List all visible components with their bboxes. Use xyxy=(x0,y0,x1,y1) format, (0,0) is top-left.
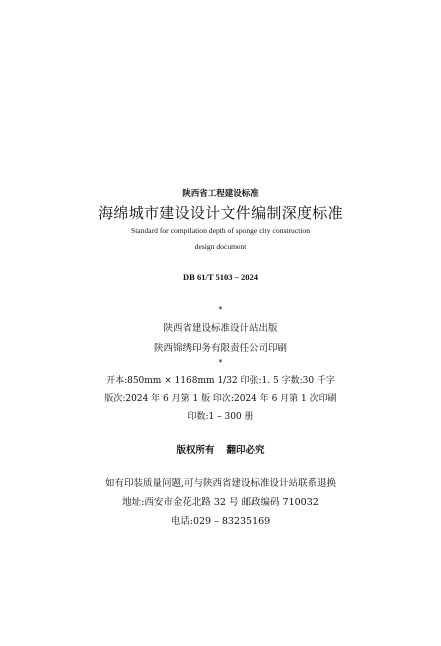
address-line: 地址:西安市金花北路 32 号 邮政编码 710032 xyxy=(122,497,319,508)
copyright-reserved: 版权所有 xyxy=(176,445,215,456)
printer-line: 陕西锦绣印务有限责任公司印刷 xyxy=(153,343,287,354)
copyright-notice xyxy=(0,442,441,456)
standard-code: DB 61/T 5103 – 2024 xyxy=(183,272,258,282)
series-label: 陕西省工程建设标准 xyxy=(182,189,259,199)
format-specs-line: 开本:850mm × 1168mm 1/32 印张:1. 5 字数:30 千字 xyxy=(106,376,335,386)
phone-line: 电话:029 – 83235169 xyxy=(170,516,271,527)
edition-line: 版次:2024 年 6 月第 1 版 印次:2024 年 6 月第 1 次印刷 xyxy=(104,394,337,404)
quality-notice: 如有印装质量问题,可与陕西省建设标准设计站联系退换 xyxy=(104,478,337,489)
print-run-line: 印数:1 – 300 册 xyxy=(187,412,254,422)
document-title-chinese: 海绵城市建设设计文件编制深度标准 xyxy=(98,204,343,222)
document-title-english-line-2: design document xyxy=(194,242,247,251)
separator-star: * xyxy=(218,305,223,314)
reprint-prohibited: 翻印必究 xyxy=(226,445,265,456)
document-title-english-line-1: Standard for compilation depth of sponge city construction xyxy=(130,226,311,235)
publisher-line: 陕西省建设标准设计站出版 xyxy=(163,323,278,334)
separator-star: * xyxy=(218,358,223,367)
